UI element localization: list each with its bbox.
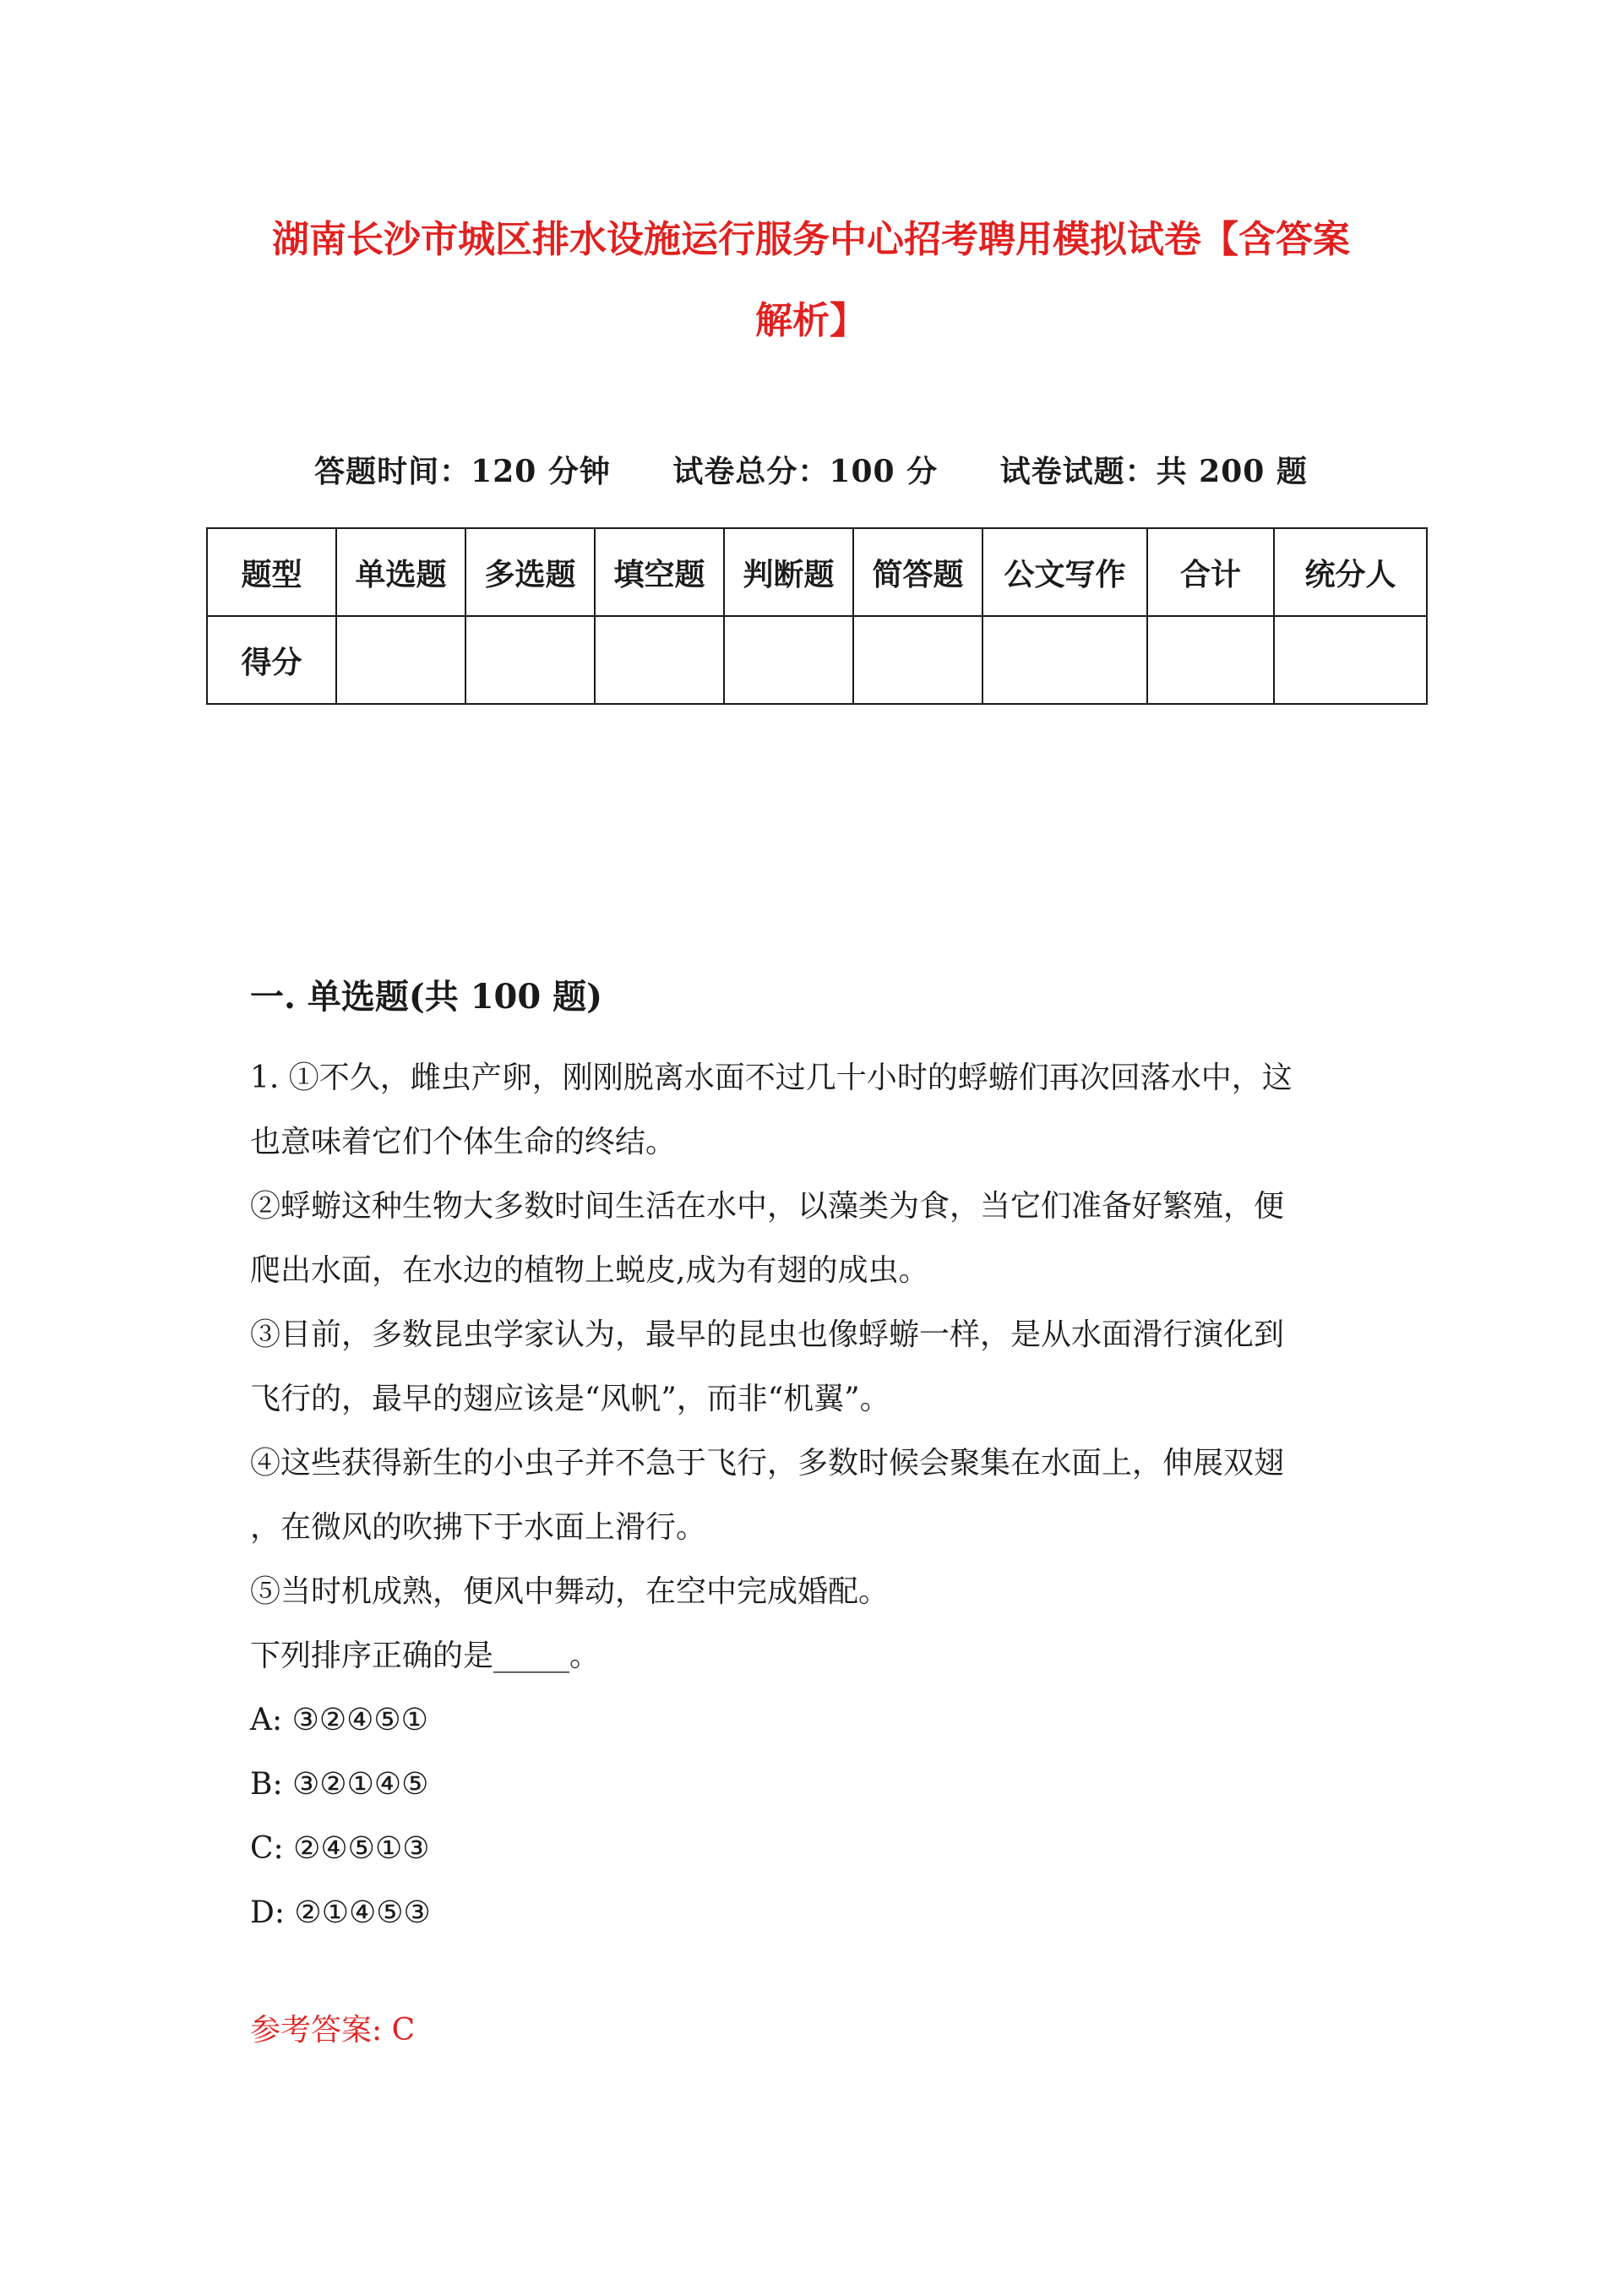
score-table-header: 题型 xyxy=(207,528,336,616)
question-line: ②蜉蝣这种生物大多数时间生活在水中，以藻类为食，当它们准备好繁殖，便 xyxy=(250,1189,1285,1224)
exam-title-line-2: 解析】 xyxy=(755,299,867,342)
score-cell xyxy=(465,616,595,704)
score-cell xyxy=(336,616,465,704)
score-table-score-row xyxy=(207,616,1427,704)
exam-question-count: 试卷试题：共 200 题 xyxy=(999,454,1308,489)
option-b: B: ③②①④⑤ xyxy=(250,1767,429,1802)
option-d: D: ②①④⑤③ xyxy=(250,1895,431,1930)
question-prompt: 下列排序正确的是_____。 xyxy=(250,1639,601,1673)
option-a: A: ③②④⑤① xyxy=(250,1703,428,1737)
section-title: 一. 单选题(共 100 题) xyxy=(250,977,603,1017)
score-table-header: 多选题 xyxy=(465,528,595,616)
exam-title-line-1: 湖南长沙市城区排水设施运行服务中心招考聘用模拟试卷【含答案 xyxy=(272,218,1350,261)
score-table xyxy=(206,527,1428,705)
score-table-header: 公文写作 xyxy=(982,528,1147,616)
question-line: 爬出水面，在水边的植物上蜕皮,成为有翅的成虫。 xyxy=(250,1253,929,1288)
question-1 xyxy=(250,1046,1382,1945)
exam-time: 答题时间：120 分钟 xyxy=(314,454,611,489)
exam-total-score: 试卷总分：100 分 xyxy=(672,454,939,489)
question-line: 飞行的，最早的翅应该是“风帆”，而非“机翼”。 xyxy=(250,1382,890,1416)
score-table-header: 统分人 xyxy=(1274,528,1427,616)
question-line: ，在微风的吹拂下于水面上滑行。 xyxy=(250,1510,707,1545)
exam-meta xyxy=(0,448,1622,491)
score-table-header: 判断题 xyxy=(724,528,853,616)
score-table-header: 简答题 xyxy=(853,528,982,616)
question-line: ③目前，多数昆虫学家认为，最早的昆虫也像蜉蝣一样，是从水面滑行演化到 xyxy=(250,1317,1285,1352)
score-table-header: 填空题 xyxy=(595,528,724,616)
score-table-header: 单选题 xyxy=(336,528,465,616)
option-c: C: ②④⑤①③ xyxy=(250,1831,430,1866)
question-line: ⑤当时机成熟，便风中舞动，在空中完成婚配。 xyxy=(250,1574,890,1609)
score-table-header-row xyxy=(207,528,1427,616)
exam-title xyxy=(203,199,1419,362)
score-table-header: 合计 xyxy=(1147,528,1274,616)
score-cell xyxy=(853,616,982,704)
score-cell xyxy=(724,616,853,704)
question-line: ④这些获得新生的小虫子并不急于飞行，多数时候会聚集在水面上，伸展双翅 xyxy=(250,1446,1285,1481)
question-line: 1. ①不久，雌虫产卵，刚刚脱离水面不过几十小时的蜉蝣们再次回落水中，这 xyxy=(250,1061,1293,1095)
question-line: 也意味着它们个体生命的终结。 xyxy=(250,1125,677,1159)
score-cell xyxy=(1274,616,1427,704)
score-cell xyxy=(595,616,724,704)
score-cell xyxy=(982,616,1147,704)
score-row-label: 得分 xyxy=(207,616,336,704)
score-cell xyxy=(1147,616,1274,704)
reference-answer: 参考答案: C xyxy=(250,2013,416,2048)
